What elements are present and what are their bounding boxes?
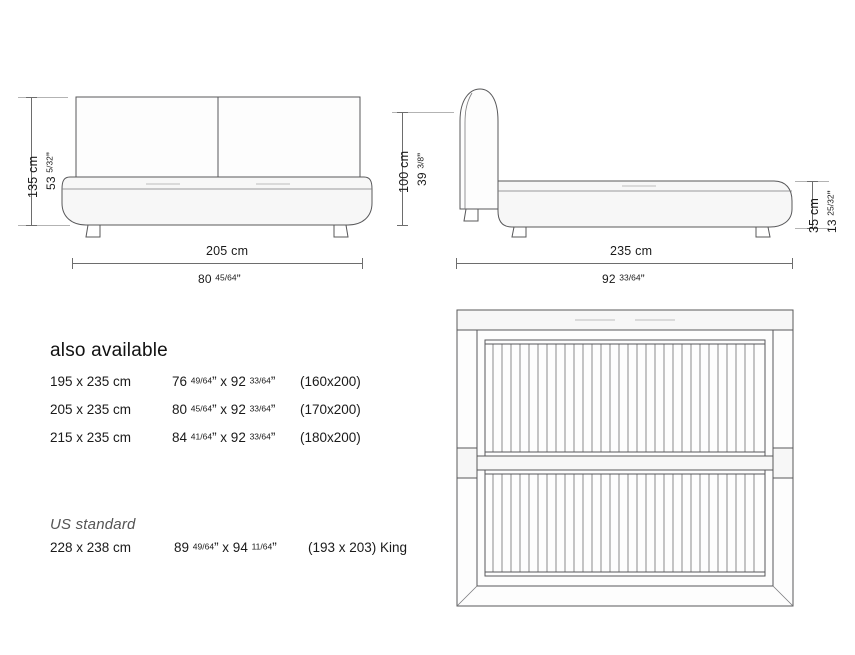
us-standard-row bbox=[50, 540, 407, 555]
side-view-drawing bbox=[452, 85, 802, 240]
spec-3-imp-sep: ” x 92 bbox=[212, 430, 250, 445]
spec-1-imp-w-frac: 49/64 bbox=[190, 375, 213, 386]
side-height-tick-top bbox=[397, 112, 408, 113]
spec-3-imp-w-whole: 84 bbox=[172, 430, 191, 445]
spec-3-imp-l-frac: 33/64 bbox=[249, 431, 271, 442]
bed-height-imperial-unit: ” bbox=[825, 190, 839, 195]
front-width-tick-left bbox=[72, 258, 73, 269]
spec-3-imp-end: ” bbox=[270, 430, 276, 445]
side-length-dim-line bbox=[456, 263, 792, 264]
us-metric: 228 x 238 cm bbox=[50, 540, 132, 555]
side-height-imperial-whole: 39 bbox=[415, 168, 429, 186]
spec-3-imp-w-frac: 41/64 bbox=[190, 431, 213, 442]
top-view-drawing bbox=[455, 308, 795, 608]
side-view-svg bbox=[452, 85, 802, 240]
side-length-imperial-whole: 92 bbox=[602, 272, 620, 286]
us-imp-w-whole: 89 bbox=[174, 540, 193, 555]
side-length-imperial bbox=[602, 272, 645, 286]
front-view-svg bbox=[60, 85, 380, 240]
bed-height-imperial bbox=[825, 190, 839, 233]
spec-1-imp-end: ” bbox=[270, 374, 276, 389]
us-imp-sep: ” x 94 bbox=[214, 540, 252, 555]
spec-2-imp-w-whole: 80 bbox=[172, 402, 191, 417]
side-height-imperial-unit: ” bbox=[415, 152, 429, 157]
spec-1-metric: 195 x 235 cm bbox=[50, 374, 132, 389]
spec-1-imperial bbox=[172, 374, 300, 389]
us-imperial bbox=[174, 540, 308, 555]
also-available-title: also available bbox=[50, 340, 168, 361]
us-mattress: (193 x 203) King bbox=[308, 540, 408, 555]
spec-2-imp-sep: ” x 92 bbox=[212, 402, 250, 417]
spec-2-mattress: (170x200) bbox=[300, 402, 361, 417]
bed-height-metric: 35 cm bbox=[807, 197, 821, 233]
side-length-imperial-unit: ” bbox=[640, 272, 645, 286]
front-height-imperial-unit: ” bbox=[44, 151, 58, 157]
top-view-svg bbox=[455, 308, 795, 608]
us-imp-w-frac: 49/64 bbox=[192, 541, 215, 552]
front-height-imperial bbox=[44, 152, 58, 190]
spec-1-imp-sep: ” x 92 bbox=[212, 374, 250, 389]
spec-2-imp-l-frac: 33/64 bbox=[249, 403, 271, 414]
spec-2-imp-end: ” bbox=[270, 402, 276, 417]
front-height-tick-top bbox=[26, 97, 37, 98]
side-length-imperial-frac: 33/64 bbox=[619, 272, 641, 283]
spec-2-imp-w-frac: 45/64 bbox=[190, 403, 213, 414]
front-width-imperial bbox=[198, 272, 241, 286]
side-height-tick-bottom bbox=[397, 225, 408, 226]
bed-height-imperial-whole: 13 bbox=[825, 215, 839, 233]
us-standard-title: US standard bbox=[50, 516, 136, 533]
spec-2-metric: 205 x 235 cm bbox=[50, 402, 132, 417]
front-height-imperial-whole: 53 bbox=[44, 172, 58, 190]
spec-1-mattress: (160x200) bbox=[300, 374, 361, 389]
side-length-tick-right bbox=[792, 258, 793, 269]
bed-height-imperial-frac: 25/32 bbox=[825, 194, 836, 216]
front-width-imperial-frac: 45/64 bbox=[215, 272, 237, 283]
bed-height-tick-top bbox=[807, 181, 818, 182]
spec-3-mattress: (180x200) bbox=[300, 430, 361, 445]
front-height-imperial-frac: 5/32 bbox=[44, 156, 55, 173]
spec-row-3 bbox=[50, 430, 361, 445]
spec-1-imp-l-frac: 33/64 bbox=[249, 375, 271, 386]
front-height-tick-bottom bbox=[26, 225, 37, 226]
front-height-metric: 135 cm bbox=[26, 155, 40, 198]
spec-2-imperial bbox=[172, 402, 300, 417]
side-height-metric: 100 cm bbox=[397, 150, 411, 193]
front-width-imperial-unit: ” bbox=[236, 272, 241, 286]
front-width-tick-right bbox=[362, 258, 363, 269]
spec-1-imp-w-whole: 76 bbox=[172, 374, 191, 389]
spec-3-imperial bbox=[172, 430, 300, 445]
front-width-metric: 205 cm bbox=[206, 244, 249, 258]
side-height-imperial bbox=[415, 153, 429, 186]
side-length-tick-left bbox=[456, 258, 457, 269]
us-imp-end: ” bbox=[272, 540, 277, 555]
spec-row-2 bbox=[50, 402, 361, 417]
spec-row-1 bbox=[50, 374, 361, 389]
front-width-imperial-whole: 80 bbox=[198, 272, 216, 286]
side-length-metric: 235 cm bbox=[610, 244, 653, 258]
front-view-drawing bbox=[60, 85, 380, 240]
spec-3-metric: 215 x 235 cm bbox=[50, 430, 132, 445]
side-height-imperial-frac: 3/8 bbox=[415, 156, 426, 169]
front-width-dim-line bbox=[72, 263, 362, 264]
us-imp-l-frac: 11/64 bbox=[251, 541, 273, 552]
